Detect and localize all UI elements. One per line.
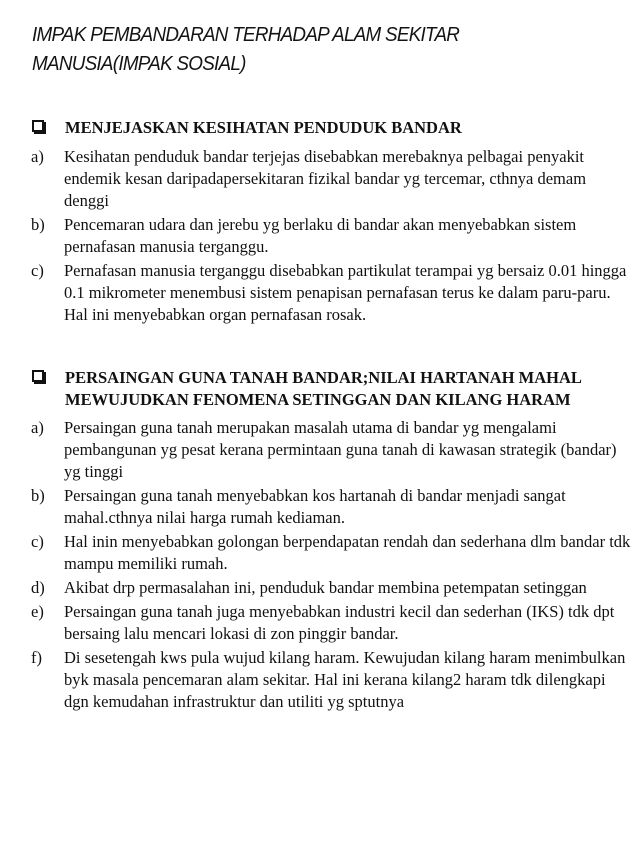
section-heading — [31, 117, 631, 139]
checkbox-bullet-icon — [32, 120, 44, 132]
list-item — [31, 601, 631, 645]
item-text: Persaingan guna tanah juga menyebabkan industri kecil dan sederhan (IKS) tdk dpt bersaing lalu mencari lokasi di zon pinggir bandar. — [64, 602, 615, 643]
item-text: Pencemaran udara dan jerebu yg berlaku di bandar akan menyebabkan sistem pernafasan manusia terganggu. — [64, 215, 577, 256]
item-text: Akibat drp permasalahan ini, penduduk bandar membina petempatan setinggan — [64, 578, 587, 597]
section-land-use — [31, 367, 631, 713]
item-marker: a) — [31, 147, 44, 166]
list-item — [31, 146, 631, 212]
list-item — [31, 260, 631, 326]
section-heading-text: MENJEJASKAN KESIHATAN PENDUDUK BANDAR — [65, 118, 462, 137]
item-text: Di sesetengah kws pula wujud kilang haram. Kewujudan kilang haram menimbulkan byk masala pencemaran alam sekitar. Hal ini kerana kilang2 haram tdk dilengkapi dgn kemudahan infrastruktur dan utiliti yg sptutnya — [64, 648, 626, 711]
list-item — [31, 577, 631, 599]
item-marker: a) — [31, 418, 44, 437]
list-item — [31, 485, 631, 529]
item-text: Kesihatan penduduk bandar terjejas disebabkan merebaknya pelbagai penyakit endemik kesan daripadapersekitaran fizikal bandar yg tercemar, cthnya demam denggi — [64, 147, 587, 210]
item-text: Hal inin menyebabkan golongan berpendapatan rendah dan sederhana dlm bandar tdk mampu memiliki rumah. — [64, 532, 631, 573]
list-item — [31, 417, 631, 483]
list-item — [31, 531, 631, 575]
list-item — [31, 647, 631, 713]
section-heading-text: PERSAINGAN GUNA TANAH BANDAR;NILAI HARTANAH MAHAL MEWUJUDKAN FENOMENA SETINGGAN DAN KILANG HARAM — [65, 368, 581, 409]
item-marker: b) — [31, 486, 45, 505]
item-text: Pernafasan manusia terganggu disebabkan partikulat terampai yg bersaiz 0.01 hingga 0.1 mikrometer menembusi sistem penapisan pernafasan terus ke dalam paru-paru. Hal ini menyebabkan organ pernafasan rosak. — [64, 261, 627, 324]
item-marker: c) — [31, 532, 44, 551]
item-marker: b) — [31, 215, 45, 234]
item-marker: e) — [31, 602, 44, 621]
list-item — [31, 214, 631, 258]
item-marker: d) — [31, 578, 45, 597]
item-list — [31, 417, 631, 713]
checkbox-bullet-icon — [32, 370, 44, 382]
item-text: Persaingan guna tanah merupakan masalah utama di bandar yg mengalami pembangunan yg pesat kerana permintaan guna tanah di kawasan strategik (bandar) yg tinggi — [64, 418, 617, 481]
page-title: IMPAK PEMBANDARAN TERHADAP ALAM SEKITAR MANUSIA(IMPAK SOSIAL) — [32, 23, 460, 75]
section-health — [31, 117, 631, 326]
item-list — [31, 146, 631, 326]
section-heading — [31, 367, 631, 411]
item-marker: c) — [31, 261, 44, 280]
item-marker: f) — [31, 648, 42, 667]
item-text: Persaingan guna tanah menyebabkan kos hartanah di bandar menjadi sangat mahal.cthnya nilai harga rumah kediaman. — [64, 486, 566, 527]
